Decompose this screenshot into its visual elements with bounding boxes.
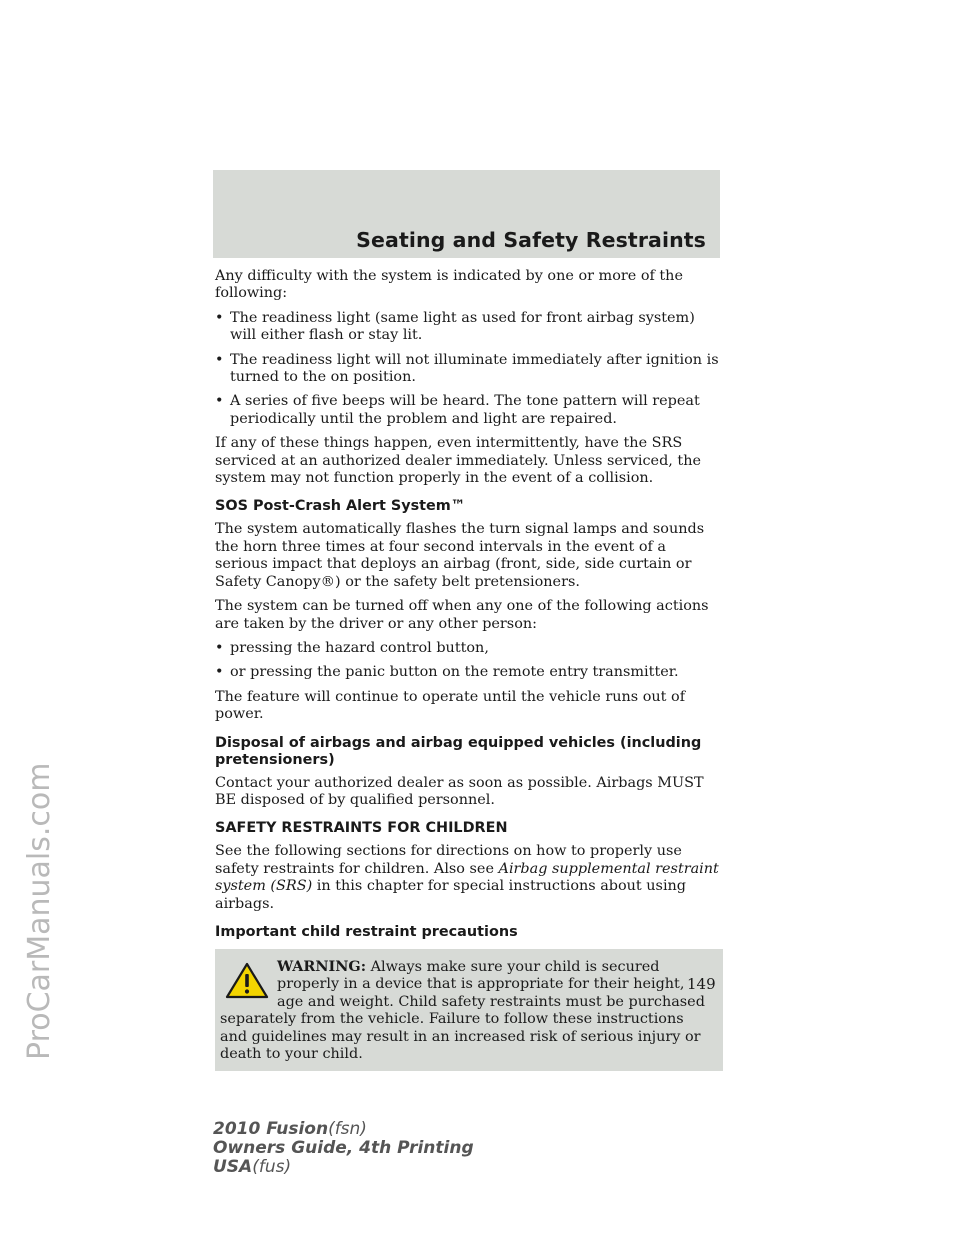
sos-paragraph-1: The system automatically flashes the turn signal lamps and sounds the horn three times at four second intervals in the event of a serious impact that deploys an airbag (front, side, side curtain or Safety Canopy®) or the safety belt pretensioners.	[215, 521, 705, 590]
footer-model: 2010 Fusion	[213, 1119, 329, 1139]
disposal-paragraph: Contact your authorized dealer as soon as possible. Airbags MUST BE disposed of by qualified personnel.	[215, 774, 704, 808]
bullet-marker: •	[215, 639, 224, 656]
heading-precautions: Important child restraint precautions	[215, 923, 518, 940]
warning-text: Always make sure your child is secured properly in a device that is appropriate for their height, age and weight. Child safety restraints must be purchased separately from the vehicle. Failure to follow these instructions and guidelines may result in an increased risk of serious injury or death to your child.	[220, 958, 705, 1062]
footer-model-code: (fsn)	[328, 1119, 367, 1139]
watermark	[18, 180, 58, 1080]
page-content	[215, 268, 723, 1071]
bullet-marker: •	[215, 351, 224, 368]
heading-children: SAFETY RESTRAINTS FOR CHILDREN	[215, 820, 508, 837]
footer-market-code: (fus)	[252, 1157, 292, 1177]
page-number: 149	[687, 975, 716, 993]
service-paragraph: If any of these things happen, even intermittently, have the SRS serviced at an authorized dealer immediately. Unless serviced, the system may not function properly in the event of a collision.	[215, 435, 701, 487]
list-item: • pressing the hazard control button,	[215, 639, 489, 656]
watermark-text: ProCarManuals.com	[22, 762, 57, 1060]
list-item: • A series of five beeps will be heard. The tone pattern will repeat periodically until the problem and light are repaired.	[215, 393, 700, 427]
warning-triangle-icon	[225, 962, 269, 1000]
section-header-band	[213, 170, 720, 258]
section-title: Seating and Safety Restraints	[356, 228, 706, 252]
sos-paragraph-2: The system can be turned off when any one of the following actions are taken by the driver or any other person:	[215, 598, 709, 632]
bullet-marker: •	[215, 309, 224, 326]
warning-box	[215, 949, 723, 1071]
heading-sos: SOS Post-Crash Alert System™	[215, 498, 466, 515]
footer-market: USA	[213, 1157, 253, 1177]
bullet-marker: •	[215, 664, 224, 681]
cross-reference: Airbag supplemental restraint system (SRS)	[215, 860, 719, 895]
warning-label: WARNING:	[277, 957, 367, 975]
footer	[213, 1120, 474, 1177]
children-paragraph: See the following sections for directions on how to properly use safety restraints for children. Also see Airbag supplemental restraint system (SRS) in this chapter for special instructions about using airbags.	[215, 843, 719, 912]
heading-disposal: Disposal of airbags and airbag equipped vehicles (including pretensioners)	[215, 734, 702, 768]
intro-paragraph: Any difficulty with the system is indicated by one or more of the following:	[215, 268, 683, 302]
bullet-marker: •	[215, 393, 224, 410]
list-item: • The readiness light (same light as used for front airbag system) will either flash or stay lit.	[215, 309, 695, 344]
list-item: • The readiness light will not illuminate immediately after ignition is turned to the on position.	[215, 351, 719, 386]
list-item: • or pressing the panic button on the remote entry transmitter.	[215, 664, 679, 681]
footer-guide: Owners Guide, 4th Printing	[213, 1138, 474, 1158]
sos-paragraph-3: The feature will continue to operate until the vehicle runs out of power.	[215, 688, 686, 723]
